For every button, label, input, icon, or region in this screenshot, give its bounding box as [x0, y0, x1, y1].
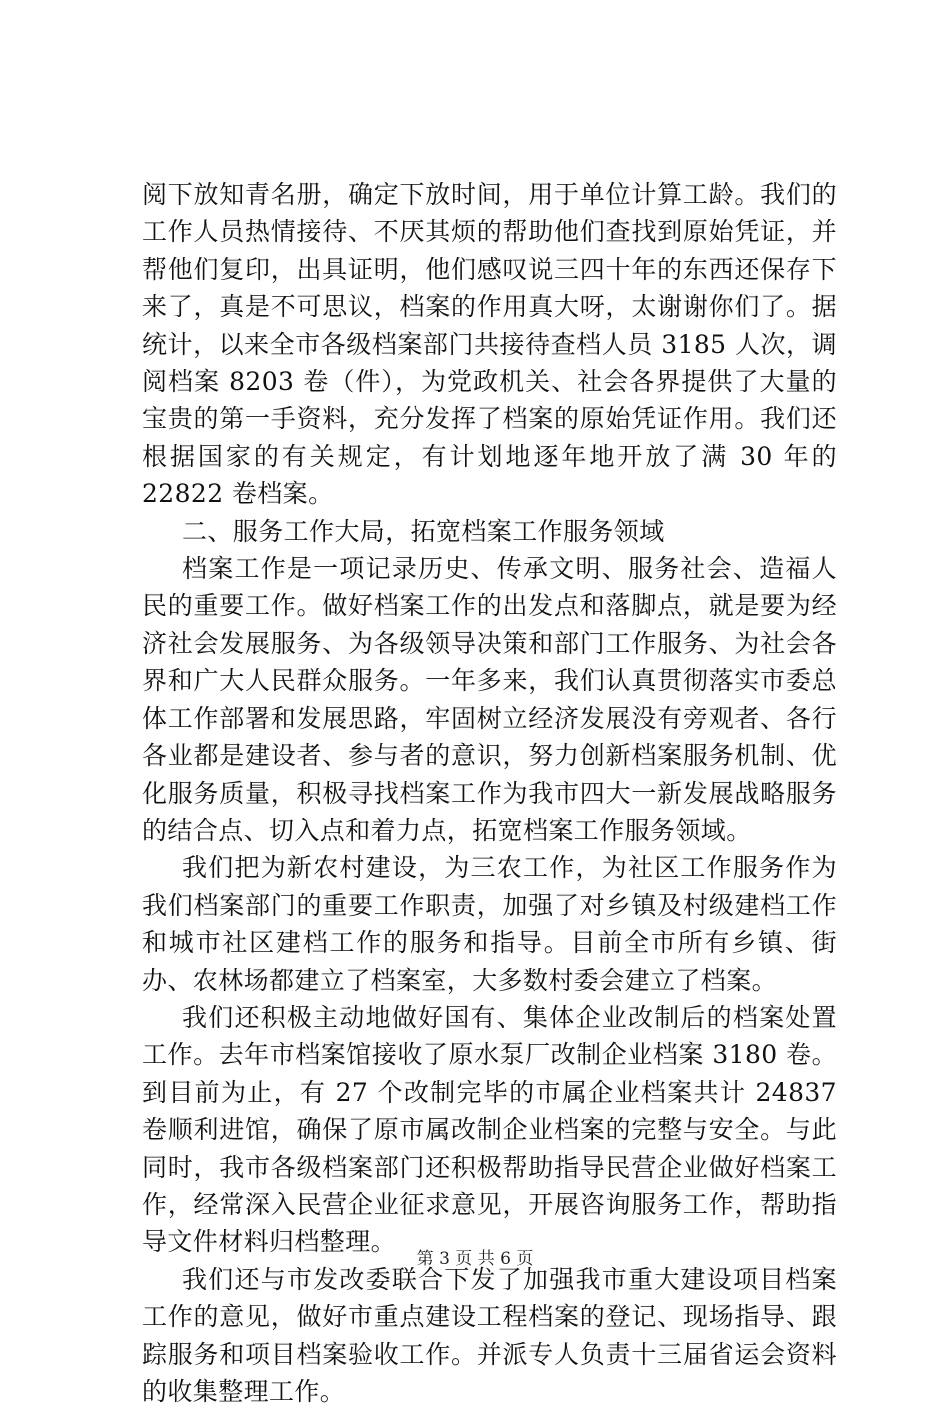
document-body: [142, 176, 837, 1410]
paragraph: 我们还积极主动地做好国有、集体企业改制后的档案处置工作。去年市档案馆接收了原水泵厂改制企业档案 3180 卷。到目前为止，有 27 个改制完毕的市属企业档案共计 24837 卷顺利进馆，确保了原市属改制企业档案的完整与安全。与此同时，我市各级档案部门还积极帮助指导民营企业做好档案工作，经常深入民营企业征求意见，开展咨询服务工作，帮助指导文件材料归档整理。: [142, 1002, 837, 1257]
paragraph: 我们把为新农村建设，为三农工作，为社区工作服务作为我们档案部门的重要工作职责，加强了对乡镇及村级建档工作和城市社区建档工作的服务和指导。目前全市所有乡镇、街办、农林场都建立了档案室，大多数村委会建立了档案。: [142, 853, 837, 995]
paragraph: 档案工作是一项记录历史、传承文明、服务社会、造福人民的重要工作。做好档案工作的出发点和落脚点，就是要为经济社会发展服务、为各级领导决策和部门工作服务、为社会各界和广大人民群众服务。一年多来，我们认真贯彻落实市委总体工作部署和发展思路，牢固树立经济发展没有旁观者、各行各业都是建设者、参与者的意识，努力创新档案服务机制、优化服务质量，积极寻找档案工作为我市四大一新发展战略服务的结合点、切入点和着力点，拓宽档案工作服务领域。: [142, 554, 837, 845]
section-heading: 二、服务工作大局，拓宽档案工作服务领域: [182, 516, 665, 546]
page-footer: 第 3 页 共 6 页: [416, 1249, 534, 1269]
paragraph-continued: 阅下放知青名册，确定下放时间，用于单位计算工龄。我们的工作人员热情接待、不厌其烦的帮助他们查找到原始凭证，并帮他们复印，出具证明，他们感叹说三四十年的东西还保存下来了，真是不可思议，档案的作用真大呀，太谢谢你们了。据统计，以来全市各级档案部门共接待查档人员 3185 人次，调阅档案 8203 卷（件），为党政机关、社会各界提供了大量的宝贵的第一手资料，充分发挥了档案的原始凭证作用。我们还根据国家的有关规定，有计划地逐年地开放了满 30 年的 22822 卷档案。: [142, 180, 837, 509]
paragraph: 我们还与市发改委联合下发了加强我市重大建设项目档案工作的意见，做好市重点建设工程档案的登记、现场指导、跟踪服务和项目档案验收工作。并派专人负责十三届省运会资料的收集整理工作。: [142, 1264, 837, 1406]
